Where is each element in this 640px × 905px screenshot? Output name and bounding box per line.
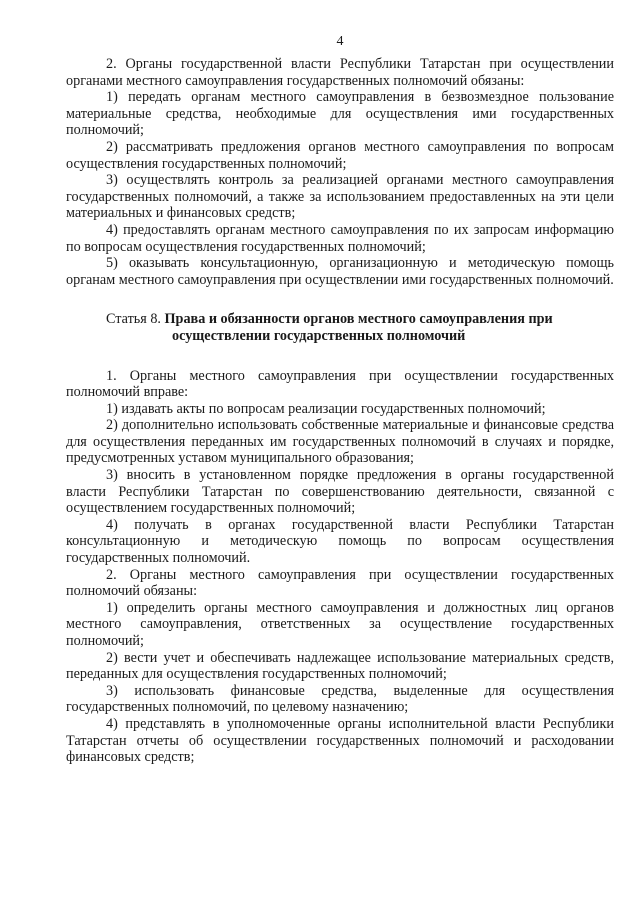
list-item: 5) оказывать консультационную, организационную и методическую помощь органам местного самоуправления при осуществлении ими государственных полномочий. (66, 255, 614, 288)
list-item: 4) получать в органах государственной власти Республики Татарстан консультационную и методическую помощь по вопросам осуществления государственных полномочий. (66, 516, 614, 567)
list-item: 3) использовать финансовые средства, выделенные для осуществления государственных полномочий, по целевому назначению; (66, 682, 614, 716)
paragraph-rights-intro: 1. Органы местного самоуправления при осуществлении государственных полномочий вправе: (66, 367, 614, 401)
paragraph-obligations-intro: 2. Органы государственной власти Республики Татарстан при осуществлении органами местного самоуправления государственных полномочий обязаны: (66, 56, 614, 89)
article-number: Статья 8. (106, 311, 161, 328)
list-item: 4) предоставлять органам местного самоуправления по их запросам информацию по вопросам осуществления государственных полномочий; (66, 221, 614, 255)
document-page (66, 34, 614, 766)
list-item: 1) определить органы местного самоуправления и должностных лиц органов местного самоуправления, ответственных за осуществление государственных полномочий; (66, 599, 614, 649)
list-item: 4) представлять в уполномоченные органы исполнительной власти Республики Татарстан отчеты об осуществлении государственных полномочий и расходовании финансовых средств; (66, 715, 614, 766)
list-item: 2) рассматривать предложения органов местного самоуправления по вопросам осуществления государственных полномочий; (66, 138, 614, 172)
article-heading (66, 311, 614, 344)
article-title-continuation: осуществлении государственных полномочий (172, 327, 466, 344)
list-item: 3) вносить в установленном порядке предложения в органы государственной власти Республики Татарстан по совершенствованию деятельности, связанной с осуществлением государственных полномочий; (66, 467, 614, 517)
list-item: 1) передать органам местного самоуправления в безвозмездное пользование материальные средства, необходимые для осуществления ими государственных полномочий; (66, 89, 614, 139)
list-item: 2) дополнительно использовать собственные материальные и финансовые средства для осуществления переданных им государственных полномочий в случаях и порядке, предусмотренных уставом муниципального образования; (66, 417, 614, 467)
page-number: 4 (336, 34, 344, 49)
paragraph-duties-intro: 2. Органы местного самоуправления при осуществлении государственных полномочий обязаны: (66, 566, 614, 600)
list-item: 3) осуществлять контроль за реализацией органами местного самоуправления государственных полномочий, а также за использованием предоставленных на эти цели материальных и финансовых средств; (66, 172, 614, 222)
article-heading-line1 (106, 311, 614, 328)
list-item: 2) вести учет и обеспечивать надлежащее использование материальных средств, переданных для осуществления государственных полномочий; (66, 649, 614, 683)
list-item: 1) издавать акты по вопросам реализации государственных полномочий; (106, 400, 546, 417)
article-title: Права и обязанности органов местного самоуправления при (164, 311, 553, 328)
